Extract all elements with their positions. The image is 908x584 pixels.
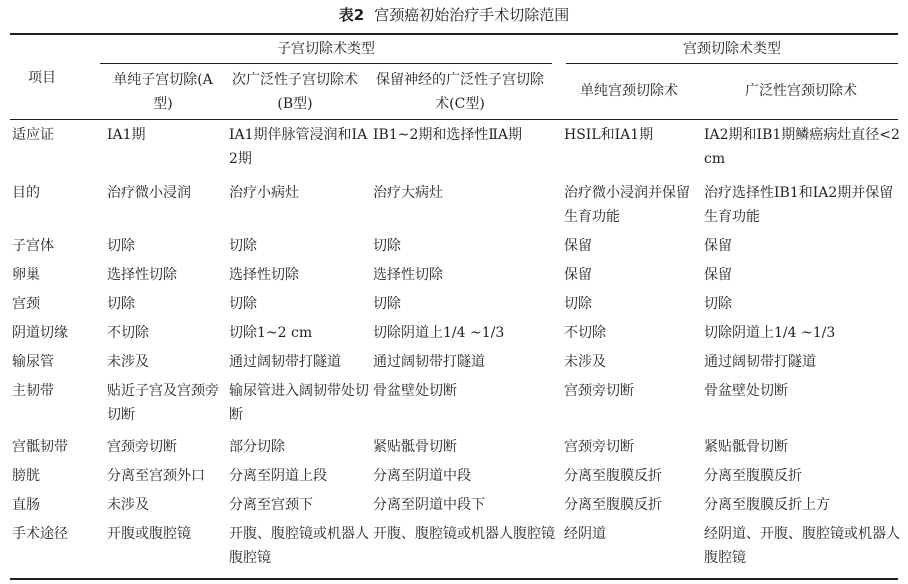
column-header-type-c: 保留神经的广泛性子宫切除术(C型) [376,72,544,112]
row-label: 目的 [12,185,40,201]
cell-simple-trachelectomy: 未涉及 [564,354,606,370]
group-header-trachelectomy: 宫颈切除术类型 [683,41,781,57]
item-header: 项目 [28,70,56,86]
cell-type-c: 紧贴骶骨切断 [373,439,457,455]
cell-type-a: 治疗微小浸润 [107,185,191,201]
cell-type-b: ⅠA1期伴脉管浸润和ⅠA2期 [229,127,368,167]
column-header-simple-trachelectomy: 单纯宫颈切除术 [580,83,678,99]
cell-radical-trachelectomy: 保留 [704,238,732,254]
cell-simple-trachelectomy: 治疗微小浸润并保留生育功能 [564,185,690,225]
cell-radical-trachelectomy: 分离至腹膜反折 [704,468,802,484]
row-label: 阴道切缘 [12,325,68,341]
group-underline-hysterectomy [100,63,552,64]
group-header-hysterectomy: 子宫切除术类型 [277,41,375,57]
cell-type-b: 输尿管进入阔韧带处切断 [229,383,369,423]
column-header-type-a: 单纯子宫切除(A型) [113,72,213,112]
cell-type-b: 分离至宫颈下 [229,497,313,513]
cell-type-a: ⅠA1期 [107,127,146,143]
cell-simple-trachelectomy: 分离至腹膜反折 [564,468,662,484]
cell-type-a: 切除 [107,296,135,312]
cell-simple-trachelectomy: 保留 [564,238,592,254]
row-label: 手术途径 [12,526,68,542]
column-header-radical-trachelectomy: 广泛性宫颈切除术 [745,83,857,99]
row-label: 适应证 [12,127,54,143]
cell-type-b: 通过阔韧带打隧道 [229,354,341,370]
cell-type-b: 选择性切除 [229,267,299,283]
row-label: 输尿管 [12,354,54,370]
cell-type-a: 不切除 [107,325,149,341]
cell-simple-trachelectomy: 宫颈旁切断 [564,439,634,455]
cell-type-b: 治疗小病灶 [229,185,299,201]
cell-radical-trachelectomy: 分离至腹膜反折上方 [704,497,830,513]
cell-radical-trachelectomy: 保留 [704,267,732,283]
cell-type-c: 切除 [373,238,401,254]
cell-simple-trachelectomy: 不切除 [564,325,606,341]
table-caption [0,5,908,25]
cell-radical-trachelectomy: 切除阴道上1/4 ~1/3 [704,325,836,341]
cell-simple-trachelectomy: 切除 [564,296,592,312]
row-label: 卵巢 [12,267,40,283]
row-label: 宫骶韧带 [12,439,68,455]
cell-radical-trachelectomy: 经阴道、开腹、腹腔镜或机器人腹腔镜 [704,526,900,566]
cell-type-a: 分离至宫颈外口 [107,468,205,484]
cell-type-c: 切除阴道上1/4 ~1/3 [373,325,505,341]
cell-simple-trachelectomy: 宫颈旁切断 [564,383,634,399]
cell-type-b: 切除1~2 cm [229,325,313,341]
cell-simple-trachelectomy: 经阴道 [564,526,606,542]
cell-type-c: 切除 [373,296,401,312]
cell-type-c: ⅠB1~2期和选择性ⅡA期 [373,127,522,143]
cell-type-b: 切除 [229,238,257,254]
cell-type-a: 开腹或腹腔镜 [107,526,191,542]
bottom-rule [10,578,898,580]
cell-type-b: 开腹、腹腔镜或机器人腹腔镜 [229,526,369,566]
cell-radical-trachelectomy: ⅠA2期和ⅠB1期鳞癌病灶直径<2 cm [704,127,900,167]
row-label: 子宫体 [12,238,54,254]
cell-type-a: 选择性切除 [107,267,177,283]
header-bottom-rule [10,119,898,120]
cell-type-a: 贴近子宫及宫颈旁切断 [107,383,219,423]
group-underline-trachelectomy [566,63,898,64]
row-label: 直肠 [12,497,40,513]
row-label: 主韧带 [12,383,54,399]
cell-type-b: 切除 [229,296,257,312]
cell-type-c: 开腹、腹腔镜或机器人腹腔镜 [373,526,555,542]
cell-radical-trachelectomy: 骨盆壁处切断 [704,383,788,399]
cell-type-a: 未涉及 [107,497,149,513]
cell-radical-trachelectomy: 通过阔韧带打隧道 [704,354,816,370]
cell-radical-trachelectomy: 紧贴骶骨切断 [704,439,788,455]
cell-type-b: 部分切除 [229,439,285,455]
cell-type-c: 选择性切除 [373,267,443,283]
cell-simple-trachelectomy: 分离至腹膜反折 [564,497,662,513]
column-header-type-b: 次广泛性子宫切除术(B型) [232,72,358,112]
cell-type-c: 分离至阴道中段 [373,468,471,484]
row-label: 膀胱 [12,468,40,484]
cell-type-c: 骨盆壁处切断 [373,383,457,399]
row-label: 宫颈 [12,296,40,312]
table-title: 宫颈癌初始治疗手术切除范围 [374,6,570,24]
cell-simple-trachelectomy: 保留 [564,267,592,283]
cell-type-c: 治疗大病灶 [373,185,443,201]
cell-type-c: 分离至阴道中段下 [373,497,485,513]
cell-radical-trachelectomy: 治疗选择性ⅠB1和ⅠA2期并保留生育功能 [704,185,894,225]
cell-type-a: 切除 [107,238,135,254]
cell-type-c: 通过阔韧带打隧道 [373,354,485,370]
cell-radical-trachelectomy: 切除 [704,296,732,312]
cell-type-a: 宫颈旁切断 [107,439,177,455]
table-number: 表2 [338,6,365,24]
cell-type-a: 未涉及 [107,354,149,370]
cell-type-b: 分离至阴道上段 [229,468,327,484]
top-rule [10,33,898,35]
cell-simple-trachelectomy: HSIL和ⅠA1期 [564,127,654,143]
